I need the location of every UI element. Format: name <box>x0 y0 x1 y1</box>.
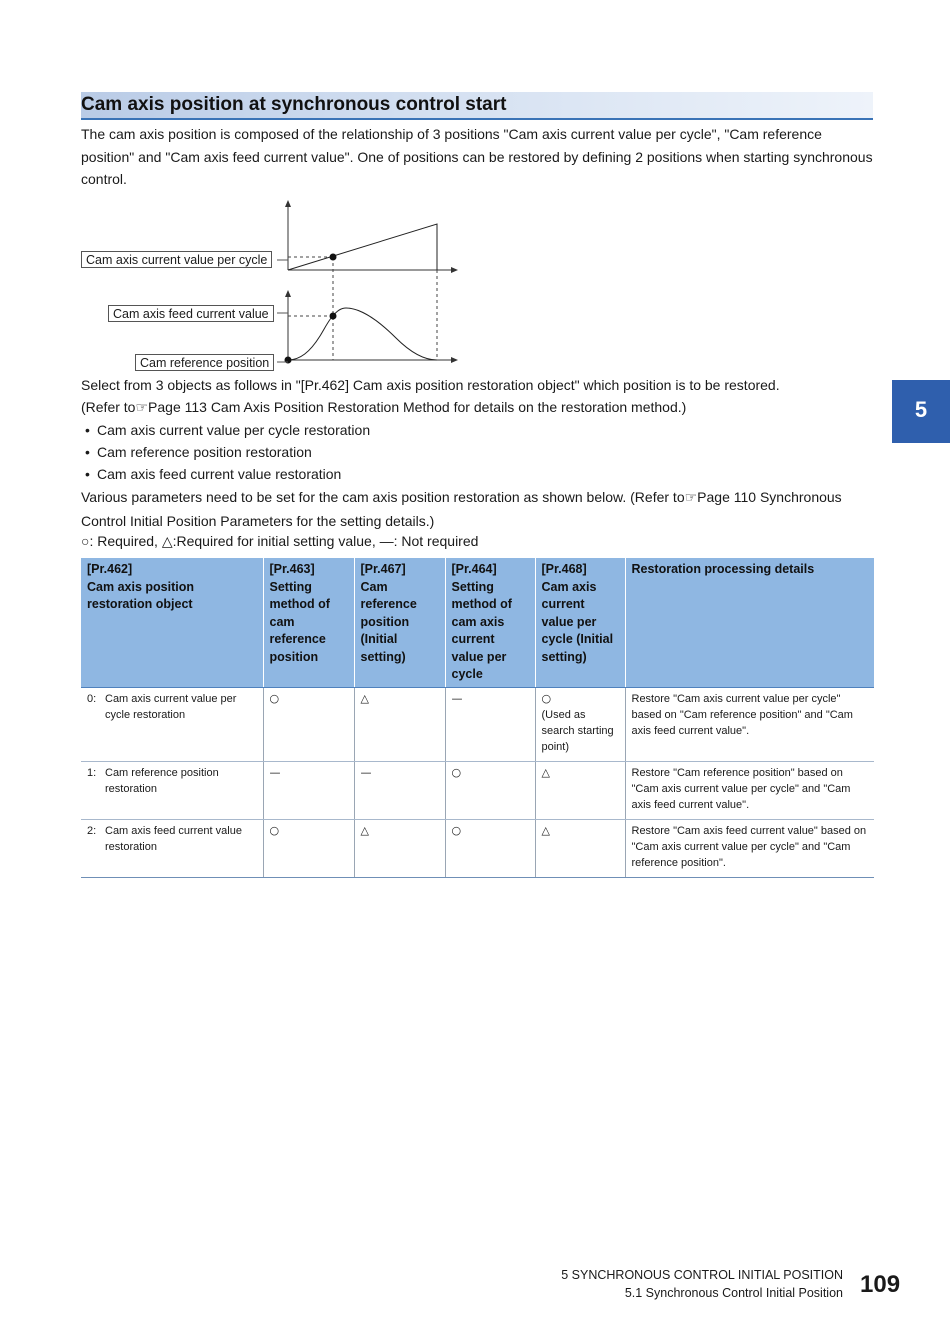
legend-line: ○: Required, △:Required for initial setting value, —: Not required <box>81 533 479 549</box>
cell-pr463: ○ <box>263 819 354 877</box>
cam-current-value-line <box>288 224 437 270</box>
cell-pr463: ○ <box>263 687 354 761</box>
chapter-number: 5 <box>914 397 928 422</box>
cell-pr468: ○ (Used as search starting point) <box>535 687 625 761</box>
lower-x-arrow <box>451 357 458 363</box>
cell-object: 2: Cam axis feed current value restoration <box>81 819 263 877</box>
cell-pr467: △ <box>354 819 445 877</box>
page-number: 109 <box>860 1271 901 1298</box>
cam-position-diagram <box>0 0 950 380</box>
header-details: Restoration processing details <box>625 558 874 687</box>
various-paragraph <box>81 486 876 532</box>
header-pr464: [Pr.464] Setting method of cam axis current value per cycle <box>445 558 535 687</box>
header-pr462: [Pr.462] Cam axis position restoration object <box>81 558 263 687</box>
label-cam-reference: Cam reference position <box>135 354 274 371</box>
cell-pr464: ○ <box>445 761 535 819</box>
various-prefix: Various parameters need to be set for the cam axis position restoration as shown below. (Refer to <box>81 489 685 505</box>
table-row <box>81 819 874 877</box>
bullet-item: • Cam axis feed current value restoration <box>85 463 341 485</box>
various-link-text[interactable]: Page 110 Synchronous Control Initial Position Parameters for the setting details.) <box>81 489 842 529</box>
cell-pr463: — <box>263 761 354 819</box>
current-value-point <box>330 254 337 261</box>
cell-details: Restore "Cam reference position" based on "Cam axis current value per cycle" and "Cam axis feed current value". <box>625 761 874 819</box>
refer-prefix: (Refer to <box>81 399 136 415</box>
cam-curve <box>288 308 437 360</box>
table-header-row <box>81 558 874 687</box>
cell-pr467: — <box>354 761 445 819</box>
cell-pr468: △ <box>535 819 625 877</box>
intro-paragraph: The cam axis position is composed of the relationship of 3 positions "Cam axis current value per cycle", "Cam reference position" and "Cam axis feed current value". One of positions can be restored by defining 2 positions when starting synchronous control. <box>81 126 873 187</box>
cell-object: 0: Cam axis current value per cycle restoration <box>81 687 263 761</box>
cell-pr464: ○ <box>445 819 535 877</box>
pointing-hand-icon: ☞ <box>684 490 698 506</box>
upper-x-arrow <box>451 267 458 273</box>
footer-chapter: 5 SYNCHRONOUS CONTROL INITIAL POSITION <box>561 1268 843 1282</box>
upper-y-arrow <box>285 200 291 207</box>
label-cam-feed-value: Cam axis feed current value <box>108 305 274 322</box>
feed-value-point <box>330 313 337 320</box>
cell-pr467: △ <box>354 687 445 761</box>
restoration-parameters-table <box>81 558 874 878</box>
cell-object: 1: Cam reference position restoration <box>81 761 263 819</box>
bullet-item: • Cam reference position restoration <box>85 441 312 463</box>
cell-pr468: △ <box>535 761 625 819</box>
bullet-item: • Cam axis current value per cycle restoration <box>85 419 370 441</box>
header-pr468: [Pr.468] Cam axis current value per cycle (Initial setting) <box>535 558 625 687</box>
lower-y-arrow <box>285 290 291 297</box>
label-cam-current-value: Cam axis current value per cycle <box>81 251 272 268</box>
footer-section: 5.1 Synchronous Control Initial Position <box>624 1286 843 1300</box>
table-row <box>81 687 874 761</box>
refer-restoration-method <box>81 396 876 420</box>
section-title: Cam axis position at synchronous control start <box>81 94 507 115</box>
header-pr463: [Pr.463] Setting method of cam reference position <box>263 558 354 687</box>
refer-link-text[interactable]: Page 113 Cam Axis Position Restoration Method for details on the restoration method.) <box>148 399 687 415</box>
table-row <box>81 761 874 819</box>
select-paragraph: Select from 3 objects as follows in "[Pr.462] Cam axis position restoration object" which position is to be restored. <box>81 377 780 393</box>
cell-pr464: — <box>445 687 535 761</box>
cell-details: Restore "Cam axis feed current value" based on "Cam axis current value per cycle" and "Cam reference position". <box>625 819 874 877</box>
pointing-hand-icon: ☞ <box>135 400 149 416</box>
header-pr467: [Pr.467] Cam reference position (Initial setting) <box>354 558 445 687</box>
chapter-tab[interactable] <box>892 380 950 443</box>
cell-details: Restore "Cam axis current value per cycle" based on "Cam reference position" and "Cam axis feed current value". <box>625 687 874 761</box>
